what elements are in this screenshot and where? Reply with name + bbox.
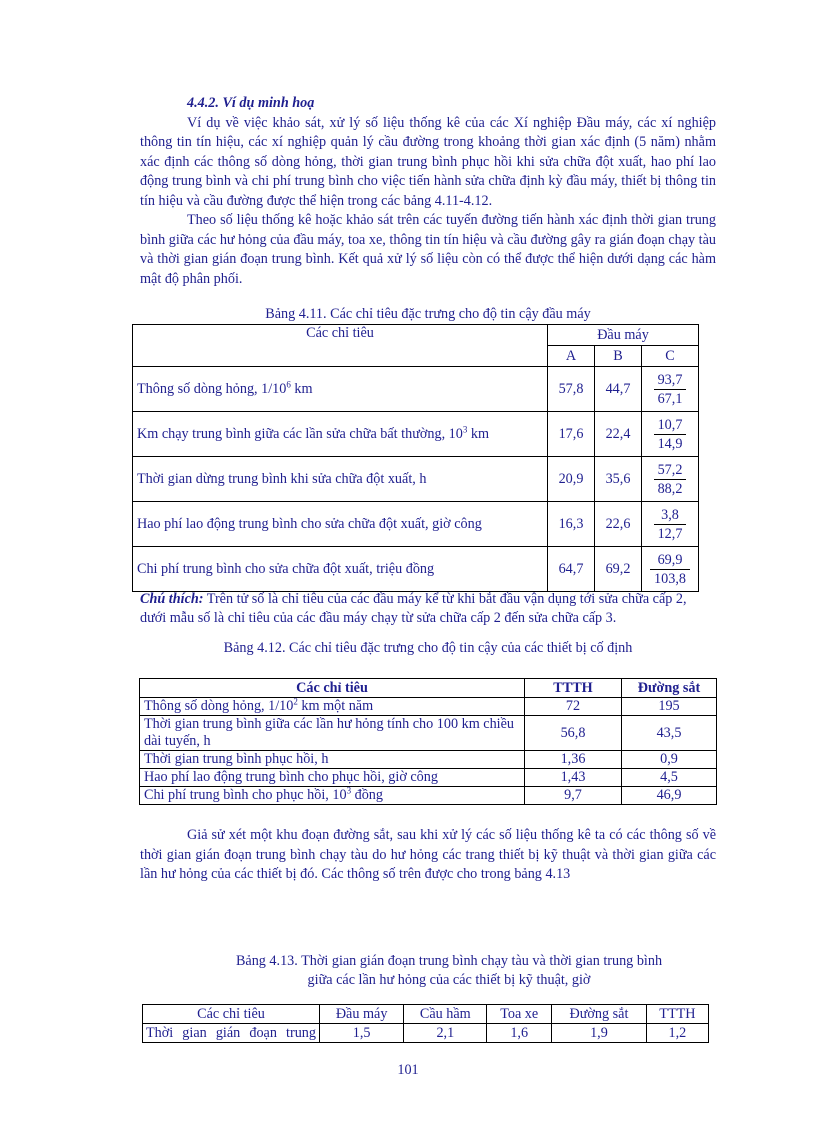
paragraph-2: Theo số liệu thống kê hoặc khảo sát trên các tuyến đường tiến hành xác định thời gian trung bình giữa các hư hỏng của đầu máy, toa xe, thông tin tín hiệu và cầu đường gây ra gián đoạn chạy tàu và thời gian gián đoạn trung bình. Kết quả xử lý số liệu còn có thể được thể hiện dưới dạng các hàm mật độ phân phối. [140, 212, 716, 287]
value-ttth: 1,36 [525, 751, 622, 769]
table-411-col-c: C [642, 346, 699, 367]
paragraph-3: Giả sử xét một khu đoạn đường sắt, sau khi xử lý các số liệu thống kê ta có các thông số về thời gian gián đoạn trung bình chạy tàu do hư hỏng các trang thiết bị kỹ thuật và thời gian giữa các lần hư hỏng của các thiết bị đó. Các thông số trên được cho trong bảng 4.13 [140, 827, 716, 882]
table-row [140, 769, 717, 787]
value-duong-sat: 195 [622, 698, 717, 716]
row-label: Chi phí trung bình cho sửa chữa đột xuất, triệu đồng [133, 547, 548, 592]
table-413-header-cau-ham: Cầu hầm [404, 1005, 487, 1024]
value-ttth: 9,7 [525, 787, 622, 805]
table-row [140, 787, 717, 805]
note-label: Chú thích: [140, 591, 204, 607]
table-412-header-ttth: TTTH [525, 679, 622, 698]
value-duong-sat: 0,9 [622, 751, 717, 769]
value-a: 16,3 [548, 502, 595, 547]
value-b: 44,7 [595, 367, 642, 412]
table-row [133, 412, 699, 457]
value-a: 20,9 [548, 457, 595, 502]
row-label: Thời gian trung bình phục hồi, h [140, 751, 525, 769]
row-label: Thông số dòng hỏng, $1/10^2$ km một năm [140, 698, 525, 716]
table-413-header-indicator: Các chỉ tiêu [143, 1005, 320, 1024]
table-row [140, 698, 717, 716]
table-411-note [140, 590, 716, 628]
table-411-col-b: B [595, 346, 642, 367]
section-heading: 4.4.2. Ví dụ minh hoạ [187, 95, 315, 111]
value-duong-sat: 43,5 [622, 716, 717, 751]
row-label: Hao phí lao động trung bình cho sửa chữa đột xuất, giờ công [133, 502, 548, 547]
table-413-header-toa-xe: Toa xe [487, 1005, 552, 1024]
value-ttth: 1,2 [646, 1024, 708, 1043]
value-b: 22,6 [595, 502, 642, 547]
value-a: 64,7 [548, 547, 595, 592]
table-413-header-ttth: TTTH [646, 1005, 708, 1024]
table-412-header-duong-sat: Đường sắt [622, 679, 717, 698]
value-a: 57,8 [548, 367, 595, 412]
value-dau-may: 1,5 [320, 1024, 404, 1043]
value-c: $\frac{10,7}{14,9}$ [642, 412, 699, 457]
table-411-col-a: A [548, 346, 595, 367]
table-413-header-duong-sat: Đường sắt [552, 1005, 647, 1024]
table-row [133, 367, 699, 412]
row-label: Thời gian gián đoạn trung [143, 1024, 320, 1043]
row-label: Thời gian dừng trung bình khi sửa chữa đột xuất, h [133, 457, 548, 502]
table-412-caption: Bảng 4.12. Các chỉ tiêu đặc trưng cho độ tin cậy của các thiết bị cố định [223, 640, 633, 656]
page-number: 101 [397, 1062, 419, 1078]
value-c: $\frac{93,7}{67,1}$ [642, 367, 699, 412]
table-row [143, 1024, 709, 1043]
table-412-header-indicator: Các chỉ tiêu [140, 679, 525, 698]
table-411 [132, 324, 699, 592]
table-413-header-dau-may: Đầu máy [320, 1005, 404, 1024]
note-text: Trên tử số là chỉ tiêu của các đầu máy kể từ khi bắt đầu vận dụng tới sửa chữa cấp 2, dưới mẫu số là chỉ tiêu của các đầu máy chạy từ sửa chữa cấp 2 đến sửa chữa cấp 3. [140, 591, 687, 626]
table-413-caption-line-1: Bảng 4.13. Thời gian gián đoạn trung bình chạy tàu và thời gian trung bình [235, 953, 663, 969]
table-412 [139, 678, 717, 805]
value-ttth: 72 [525, 698, 622, 716]
table-411-header-group: Đầu máy [548, 325, 699, 346]
row-label: Chi phí trung bình cho phục hồi, $10^3$ đồng [140, 787, 525, 805]
row-label: Km chạy trung bình giữa các lần sửa chữa bất thường, $10^3$ km [133, 412, 548, 457]
table-411-caption: Bảng 4.11. Các chỉ tiêu đặc trưng cho độ tin cậy đầu máy [265, 306, 591, 322]
paragraph-1: Ví dụ về việc khảo sát, xử lý số liệu thống kê của các Xí nghiệp Đầu máy, các xí nghiệp thông tin tín hiệu, các xí nghiệp quản lý cầu đường trong khoảng thời gian xác định (5 năm) nhằm xác định các thông số dòng hỏng, thời gian trung bình phục hồi khi sửa chữa đột xuất, hao phí lao động trung bình và chi phí trung bình cho việc tiến hành sửa chữa định kỳ đầu máy, thiết bị thông tin tín hiệu và cầu đường được thể hiện trong các bảng 4.11-4.12. [140, 114, 716, 209]
table-row [140, 716, 717, 751]
value-duong-sat: 1,9 [552, 1024, 647, 1043]
table-row [133, 547, 699, 592]
value-c: $\frac{3,8}{12,7}$ [642, 502, 699, 547]
row-label: Hao phí lao động trung bình cho phục hồi, giờ công [140, 769, 525, 787]
value-ttth: 1,43 [525, 769, 622, 787]
value-c: $\frac{57,2}{88,2}$ [642, 457, 699, 502]
table-411-header-indicator: Các chỉ tiêu [133, 325, 548, 367]
value-cau-ham: 2,1 [404, 1024, 487, 1043]
value-duong-sat: 46,9 [622, 787, 717, 805]
table-413-caption [215, 952, 683, 990]
value-b: 22,4 [595, 412, 642, 457]
table-row [133, 502, 699, 547]
value-b: 69,2 [595, 547, 642, 592]
section-text [140, 94, 716, 325]
value-toa-xe: 1,6 [487, 1024, 552, 1043]
table-row [133, 457, 699, 502]
table-413-caption-line-2: giữa các lần hư hỏng của các thiết bị kỹ thuật, giờ [307, 972, 591, 988]
row-label: Thông số dòng hỏng, $1/10^6$ km [133, 367, 548, 412]
value-ttth: 56,8 [525, 716, 622, 751]
row-label: Thời gian trung bình giữa các lần hư hỏng tính cho 100 km chiều dài tuyến, h [140, 716, 525, 751]
table-413 [142, 1004, 709, 1043]
value-c: $\frac{69,9}{103,8}$ [642, 547, 699, 592]
table-row [140, 751, 717, 769]
value-duong-sat: 4,5 [622, 769, 717, 787]
value-a: 17,6 [548, 412, 595, 457]
value-b: 35,6 [595, 457, 642, 502]
